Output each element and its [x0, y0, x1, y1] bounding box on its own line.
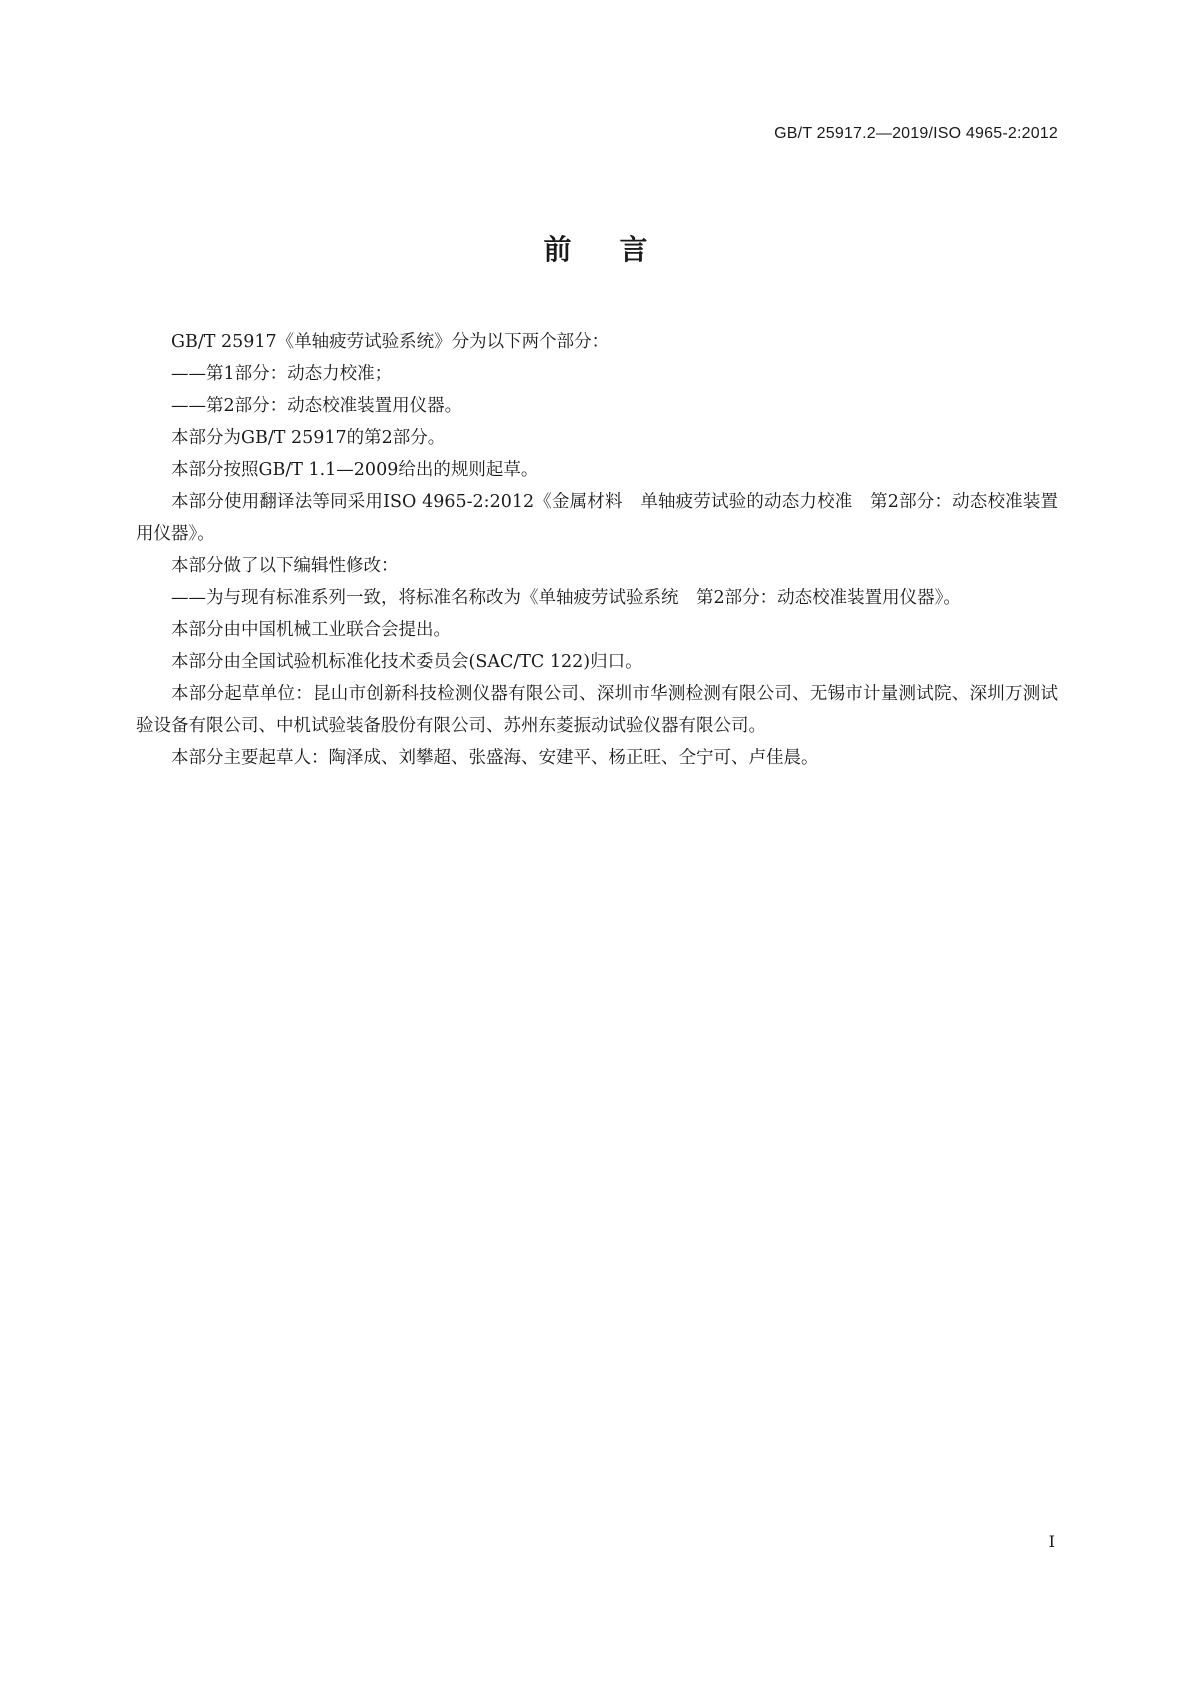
- list-item-part-1: ——第1部分：动态力校准；: [171, 364, 393, 384]
- paragraph-editorial-changes: 本部分做了以下编辑性修改：: [171, 556, 399, 576]
- paragraph-parts-intro: GB/T 25917《单轴疲劳试验系统》分为以下两个部分：: [171, 332, 610, 352]
- standard-code-header: GB/T 25917.2—2019/ISO 4965-2:2012: [774, 125, 1058, 142]
- paragraph-main-drafters: 本部分主要起草人：陶泽成、刘攀超、张盛海、安建平、杨正旺、仝宁可、卢佳晨。: [171, 748, 819, 768]
- list-item-part-2: ——第2部分：动态校准装置用仪器。: [171, 396, 463, 416]
- paragraph-drafting-rules: 本部分按照GB/T 1.1—2009给出的规则起草。: [171, 460, 539, 480]
- page-title: 前言: [543, 233, 696, 266]
- foreword-body: [136, 326, 1058, 774]
- list-item-editorial-change: ——为与现有标准系列一致，将标准名称改为《单轴疲劳试验系统 第2部分：动态校准装置用仪器》。: [171, 588, 961, 608]
- paragraph-proposer: 本部分由中国机械工业联合会提出。: [171, 620, 451, 640]
- page-number: I: [1048, 1532, 1055, 1551]
- paragraph-drafting-units: 本部分起草单位：昆山市创新科技检测仪器有限公司、深圳市华测检测有限公司、无锡市计量测试院、深圳万测试验设备有限公司、中机试验装备股份有限公司、苏州东菱振动试验仪器有限公司。: [136, 684, 1058, 736]
- paragraph-administrator: 本部分由全国试验机标准化技术委员会(SAC/TC 122)归口。: [171, 652, 643, 672]
- paragraph-iso-adoption: 本部分使用翻译法等同采用ISO 4965-2:2012《金属材料 单轴疲劳试验的动态力校准 第2部分：动态校准装置用仪器》。: [136, 492, 1058, 544]
- paragraph-part-scope: 本部分为GB/T 25917的第2部分。: [171, 428, 446, 448]
